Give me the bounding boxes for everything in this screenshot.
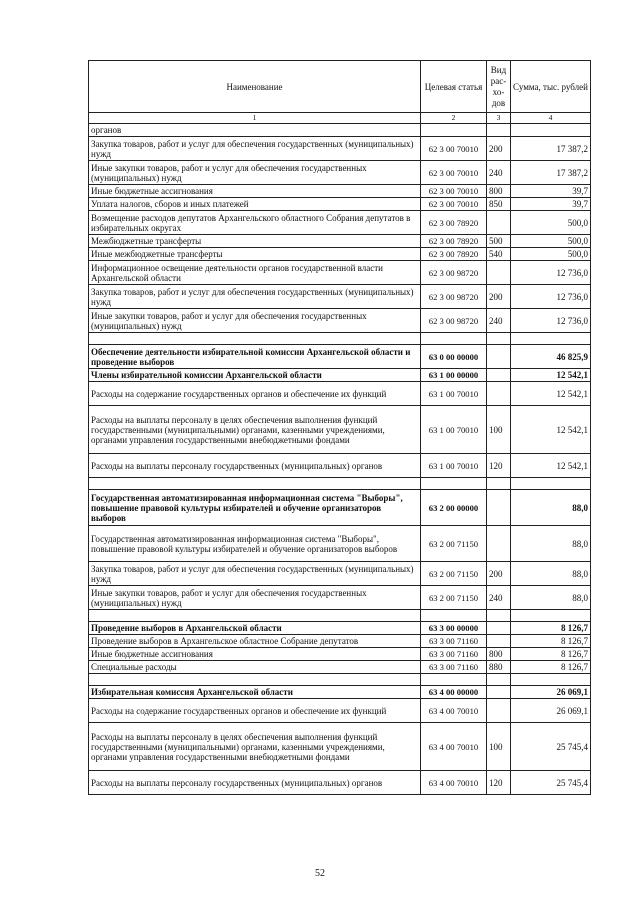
column-number: 1 [89, 113, 421, 124]
row-target-code: 62 3 00 78920 [421, 248, 487, 261]
table-row [89, 562, 591, 586]
row-target-code: 62 3 00 98720 [421, 285, 487, 309]
table-row [89, 161, 591, 185]
row-name: Межбюджетные трансферты [89, 235, 421, 248]
table-row [89, 610, 591, 622]
row-amount: 39,7 [511, 185, 591, 198]
row-target-code: 63 1 00 70010 [421, 406, 487, 454]
row-expense-type: 120 [487, 454, 511, 478]
row-amount [511, 610, 591, 622]
row-expense-type [487, 369, 511, 382]
row-name: Иные закупки товаров, работ и услуг для обеспечения государственных (муниципальных) нужд [89, 586, 421, 610]
row-name: Возмещение расходов депутатов Архангельского областного Собрания депутатов в избирательных округах [89, 211, 421, 235]
row-name: Члены избирательной комиссии Архангельской области [89, 369, 421, 382]
row-name: Государственная автоматизированная информационная система "Выборы", повышение правовой культуры избирателей и обучение организаторов выборов [89, 490, 421, 526]
table-row [89, 723, 591, 771]
row-amount: 17 387,2 [511, 137, 591, 161]
row-amount: 26 069,1 [511, 686, 591, 699]
row-expense-type [487, 382, 511, 406]
row-amount [511, 124, 591, 137]
table-body [89, 124, 591, 795]
row-target-code: 63 0 00 00000 [421, 345, 487, 369]
table-row [89, 185, 591, 198]
row-amount: 12 542,1 [511, 382, 591, 406]
table-row [89, 648, 591, 661]
table-row [89, 635, 591, 648]
row-name: Избирательная комиссия Архангельской области [89, 686, 421, 699]
table-row [89, 406, 591, 454]
row-expense-type: 200 [487, 285, 511, 309]
row-name [89, 333, 421, 345]
table-row [89, 454, 591, 478]
row-name: Закупка товаров, работ и услуг для обеспечения государственных (муниципальных) нужд [89, 562, 421, 586]
row-amount: 500,0 [511, 235, 591, 248]
row-target-code [421, 124, 487, 137]
row-expense-type: 240 [487, 309, 511, 333]
row-expense-type [487, 622, 511, 635]
row-amount: 8 126,7 [511, 648, 591, 661]
row-target-code: 63 1 00 00000 [421, 369, 487, 382]
header-type: Вид рас-хо-дов [487, 61, 511, 113]
row-amount: 26 069,1 [511, 699, 591, 723]
row-amount: 500,0 [511, 211, 591, 235]
row-target-code: 62 3 00 70010 [421, 137, 487, 161]
row-expense-type: 120 [487, 771, 511, 795]
row-target-code: 62 3 00 98720 [421, 309, 487, 333]
row-amount: 46 825,9 [511, 345, 591, 369]
row-target-code: 62 3 00 70010 [421, 198, 487, 211]
row-expense-type [487, 261, 511, 285]
row-name: Проведение выборов в Архангельской области [89, 622, 421, 635]
row-name: органов [89, 124, 421, 137]
row-expense-type [487, 699, 511, 723]
table-row [89, 771, 591, 795]
row-target-code: 63 2 00 71150 [421, 586, 487, 610]
table-row [89, 137, 591, 161]
row-expense-type: 100 [487, 723, 511, 771]
row-expense-type [487, 526, 511, 562]
row-name: Закупка товаров, работ и услуг для обеспечения государственных (муниципальных) нужд [89, 137, 421, 161]
row-amount: 12 542,1 [511, 369, 591, 382]
row-expense-type [487, 333, 511, 345]
table-row [89, 369, 591, 382]
table-row [89, 586, 591, 610]
row-expense-type: 800 [487, 185, 511, 198]
row-name [89, 478, 421, 490]
row-name: Специальные расходы [89, 661, 421, 674]
row-expense-type [487, 490, 511, 526]
row-name: Расходы на содержание государственных органов и обеспечение их функций [89, 699, 421, 723]
row-target-code: 62 3 00 70010 [421, 185, 487, 198]
row-expense-type: 240 [487, 161, 511, 185]
row-expense-type: 240 [487, 586, 511, 610]
row-expense-type: 500 [487, 235, 511, 248]
row-amount: 12 736,0 [511, 285, 591, 309]
row-name: Расходы на содержание государственных органов и обеспечение их функций [89, 382, 421, 406]
row-expense-type [487, 635, 511, 648]
row-target-code: 63 1 00 70010 [421, 454, 487, 478]
row-name: Проведение выборов в Архангельское областное Собрание депутатов [89, 635, 421, 648]
table-row [89, 382, 591, 406]
row-target-code: 63 3 00 00000 [421, 622, 487, 635]
table-row [89, 674, 591, 686]
column-number: 2 [421, 113, 487, 124]
row-expense-type: 200 [487, 137, 511, 161]
row-target-code [421, 478, 487, 490]
row-target-code: 63 4 00 70010 [421, 699, 487, 723]
row-target-code [421, 674, 487, 686]
row-target-code: 63 4 00 00000 [421, 686, 487, 699]
row-name: Расходы на выплаты персоналу в целях обеспечения выполнения функций государственными (муниципальными) органами, казенными учреждениями, органами управления государственными внебюджетными фондами [89, 723, 421, 771]
table-row [89, 235, 591, 248]
row-name: Иные бюджетные ассигнования [89, 648, 421, 661]
row-name: Расходы на выплаты персоналу государственных (муниципальных) органов [89, 454, 421, 478]
row-amount: 12 542,1 [511, 454, 591, 478]
header-name: Наименование [89, 61, 421, 113]
row-target-code: 63 2 00 00000 [421, 490, 487, 526]
row-amount: 88,0 [511, 526, 591, 562]
row-target-code [421, 610, 487, 622]
row-amount: 88,0 [511, 586, 591, 610]
row-amount: 500,0 [511, 248, 591, 261]
row-amount [511, 674, 591, 686]
header-amount: Сумма, тыс. рублей [511, 61, 591, 113]
row-name [89, 674, 421, 686]
table-row [89, 211, 591, 235]
row-target-code: 63 3 00 71160 [421, 635, 487, 648]
table-row [89, 345, 591, 369]
row-amount [511, 333, 591, 345]
row-amount: 12 736,0 [511, 309, 591, 333]
row-expense-type: 100 [487, 406, 511, 454]
row-target-code: 63 2 00 71150 [421, 562, 487, 586]
row-expense-type [487, 124, 511, 137]
row-target-code: 63 2 00 71150 [421, 526, 487, 562]
row-name: Обеспечение деятельности избирательной комиссии Архангельской области и проведение выборов [89, 345, 421, 369]
table-row [89, 333, 591, 345]
column-number-row [89, 113, 591, 124]
row-expense-type: 800 [487, 648, 511, 661]
row-name: Расходы на выплаты персоналу государственных (муниципальных) органов [89, 771, 421, 795]
row-target-code: 63 4 00 70010 [421, 771, 487, 795]
table-row [89, 526, 591, 562]
row-name: Иные закупки товаров, работ и услуг для обеспечения государственных (муниципальных) нужд [89, 161, 421, 185]
row-name: Расходы на выплаты персоналу в целях обеспечения выполнения функций государственными (муниципальными) органами, казенными учреждениями, органами управления государственными внебюджетными фондами [89, 406, 421, 454]
row-name: Иные закупки товаров, работ и услуг для обеспечения государственных (муниципальных) нужд [89, 309, 421, 333]
row-name: Закупка товаров, работ и услуг для обеспечения государственных (муниципальных) нужд [89, 285, 421, 309]
row-expense-type [487, 610, 511, 622]
row-target-code: 63 3 00 71160 [421, 648, 487, 661]
row-target-code: 63 4 00 70010 [421, 723, 487, 771]
table-row [89, 490, 591, 526]
table-row [89, 661, 591, 674]
header-target: Целевая статья [421, 61, 487, 113]
table-row [89, 699, 591, 723]
row-amount: 8 126,7 [511, 622, 591, 635]
row-expense-type: 880 [487, 661, 511, 674]
row-expense-type [487, 686, 511, 699]
column-number: 4 [511, 113, 591, 124]
row-amount: 17 387,2 [511, 161, 591, 185]
row-amount: 88,0 [511, 490, 591, 526]
row-amount: 25 745,4 [511, 771, 591, 795]
row-amount: 25 745,4 [511, 723, 591, 771]
table-row [89, 622, 591, 635]
page-number: 52 [315, 868, 325, 879]
row-expense-type [487, 211, 511, 235]
row-expense-type: 540 [487, 248, 511, 261]
table-row [89, 309, 591, 333]
row-name [89, 610, 421, 622]
table-row [89, 124, 591, 137]
row-target-code: 62 3 00 98720 [421, 261, 487, 285]
row-amount: 8 126,7 [511, 661, 591, 674]
row-amount: 8 126,7 [511, 635, 591, 648]
row-amount: 12 736,0 [511, 261, 591, 285]
row-expense-type: 850 [487, 198, 511, 211]
row-target-code: 62 3 00 70010 [421, 161, 487, 185]
table-row [89, 248, 591, 261]
budget-table [88, 60, 591, 795]
row-amount: 12 542,1 [511, 406, 591, 454]
table-row [89, 686, 591, 699]
row-target-code [421, 333, 487, 345]
row-name: Уплата налогов, сборов и иных платежей [89, 198, 421, 211]
row-name: Иные бюджетные ассигнования [89, 185, 421, 198]
row-name: Иные межбюджетные трансферты [89, 248, 421, 261]
row-target-code: 62 3 00 78920 [421, 211, 487, 235]
row-target-code: 62 3 00 78920 [421, 235, 487, 248]
row-target-code: 63 3 00 71160 [421, 661, 487, 674]
row-expense-type: 200 [487, 562, 511, 586]
column-number: 3 [487, 113, 511, 124]
row-target-code: 63 1 00 70010 [421, 382, 487, 406]
row-expense-type [487, 345, 511, 369]
table-row [89, 478, 591, 490]
table-row [89, 198, 591, 211]
row-expense-type [487, 478, 511, 490]
row-expense-type [487, 674, 511, 686]
row-amount [511, 478, 591, 490]
table-header-row [89, 61, 591, 113]
row-name: Государственная автоматизированная информационная система "Выборы", повышение правовой культуры избирателей и обучение организаторов выборов [89, 526, 421, 562]
row-amount: 88,0 [511, 562, 591, 586]
row-amount: 39,7 [511, 198, 591, 211]
table-row [89, 285, 591, 309]
table-row [89, 261, 591, 285]
row-name: Информационное освещение деятельности органов государственной власти Архангельской области [89, 261, 421, 285]
